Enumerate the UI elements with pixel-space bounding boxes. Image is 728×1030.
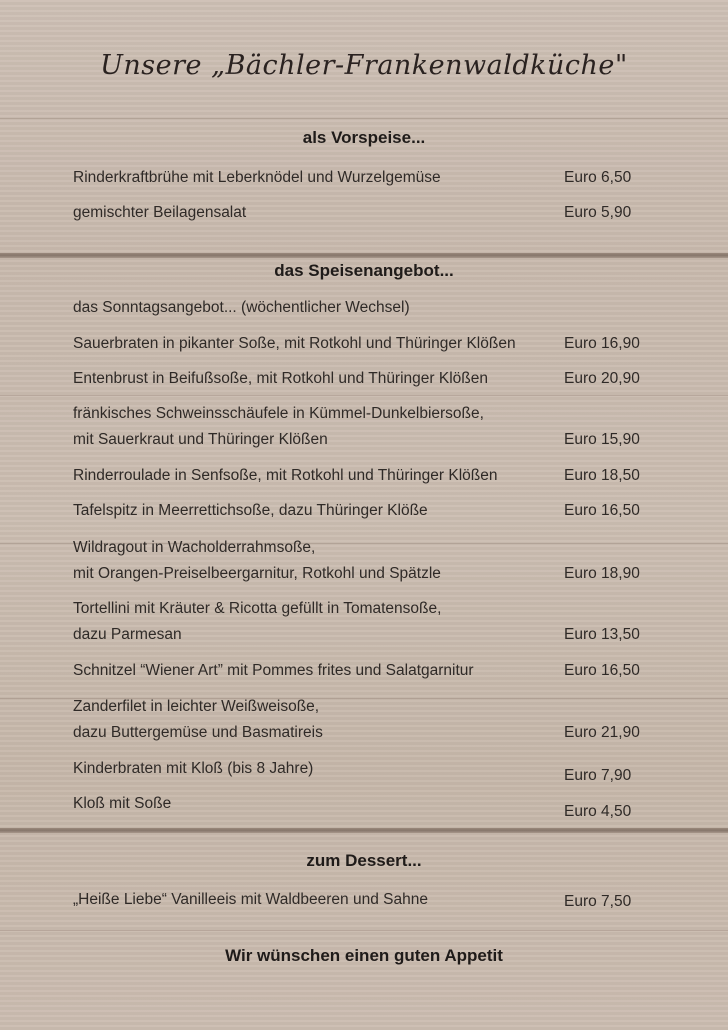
- menu-item-name: Schnitzel “Wiener Art” mit Pommes frites und Salatgarnitur: [73, 662, 474, 679]
- section-heading-starter: als Vorspeise...: [302, 128, 426, 147]
- section-heading-dessert: zum Dessert...: [306, 851, 422, 870]
- menu-item-price: Euro 18,50: [564, 467, 640, 484]
- menu-item-name: Zanderfilet in leichter Weißweisoße,: [73, 698, 320, 715]
- menu-item-price: Euro 6,50: [564, 169, 632, 186]
- section-heading-main: das Speisenangebot...: [274, 261, 454, 280]
- wood-grain: [0, 118, 728, 119]
- menu-title: Unsere „Bächler-Frankenwaldküche": [100, 50, 628, 81]
- menu-item-price: Euro 16,50: [564, 662, 640, 679]
- menu-item-price: Euro 4,50: [564, 803, 632, 820]
- menu-item-price: Euro 20,90: [564, 370, 640, 387]
- menu-item-name: Kloß mit Soße: [73, 795, 172, 812]
- menu-item-name: gemischter Beilagensalat: [73, 204, 247, 221]
- menu-item-price: Euro 16,50: [564, 502, 640, 519]
- menu-item-price: Euro 7,50: [564, 893, 632, 910]
- menu-item-price: Euro 21,90: [564, 724, 640, 741]
- menu-item-name: „Heiße Liebe“ Vanilleeis mit Waldbeeren und Sahne: [73, 891, 428, 908]
- menu-item-name: Tortellini mit Kräuter & Ricotta gefüllt in Tomatensoße,: [73, 600, 442, 617]
- plank-seam: [0, 253, 728, 258]
- closing-message: Wir wünschen einen guten Appetit: [225, 946, 503, 965]
- menu-item-name: Rinderkraftbrühe mit Leberknödel und Wurzelgemüse: [73, 169, 441, 186]
- menu-intro: das Sonntagsangebot... (wöchentlicher Wechsel): [73, 299, 410, 316]
- menu-item-name-line2: mit Orangen-Preiselbeergarnitur, Rotkohl und Spätzle: [73, 565, 441, 582]
- menu-item-price: Euro 16,90: [564, 335, 640, 352]
- menu-item-price: Euro 18,90: [564, 565, 640, 582]
- menu-item-name: Sauerbraten in pikanter Soße, mit Rotkohl und Thüringer Klößen: [73, 335, 516, 352]
- menu-item-name: Tafelspitz in Meerrettichsoße, dazu Thüringer Klöße: [73, 502, 428, 519]
- menu-item-price: Euro 15,90: [564, 431, 640, 448]
- menu-item-price: Euro 7,90: [564, 767, 632, 784]
- menu-item-name-line2: dazu Buttergemüse und Basmatireis: [73, 724, 323, 741]
- plank-seam: [0, 828, 728, 833]
- wood-grain: [0, 930, 728, 931]
- menu-item-name-line2: dazu Parmesan: [73, 626, 182, 643]
- menu-item-name: Wildragout in Wacholderrahmsoße,: [73, 539, 316, 556]
- menu-item-price: Euro 5,90: [564, 204, 632, 221]
- wood-grain: [0, 395, 728, 396]
- menu-item-name: Entenbrust in Beifußsoße, mit Rotkohl und Thüringer Klößen: [73, 370, 488, 387]
- menu-item-price: Euro 13,50: [564, 626, 640, 643]
- menu-item-name: Rinderroulade in Senfsoße, mit Rotkohl und Thüringer Klößen: [73, 467, 498, 484]
- menu-item-name: fränkisches Schweinsschäufele in Kümmel-Dunkelbiersoße,: [73, 405, 484, 422]
- menu-item-name-line2: mit Sauerkraut und Thüringer Klößen: [73, 431, 328, 448]
- menu-item-name: Kinderbraten mit Kloß (bis 8 Jahre): [73, 760, 314, 777]
